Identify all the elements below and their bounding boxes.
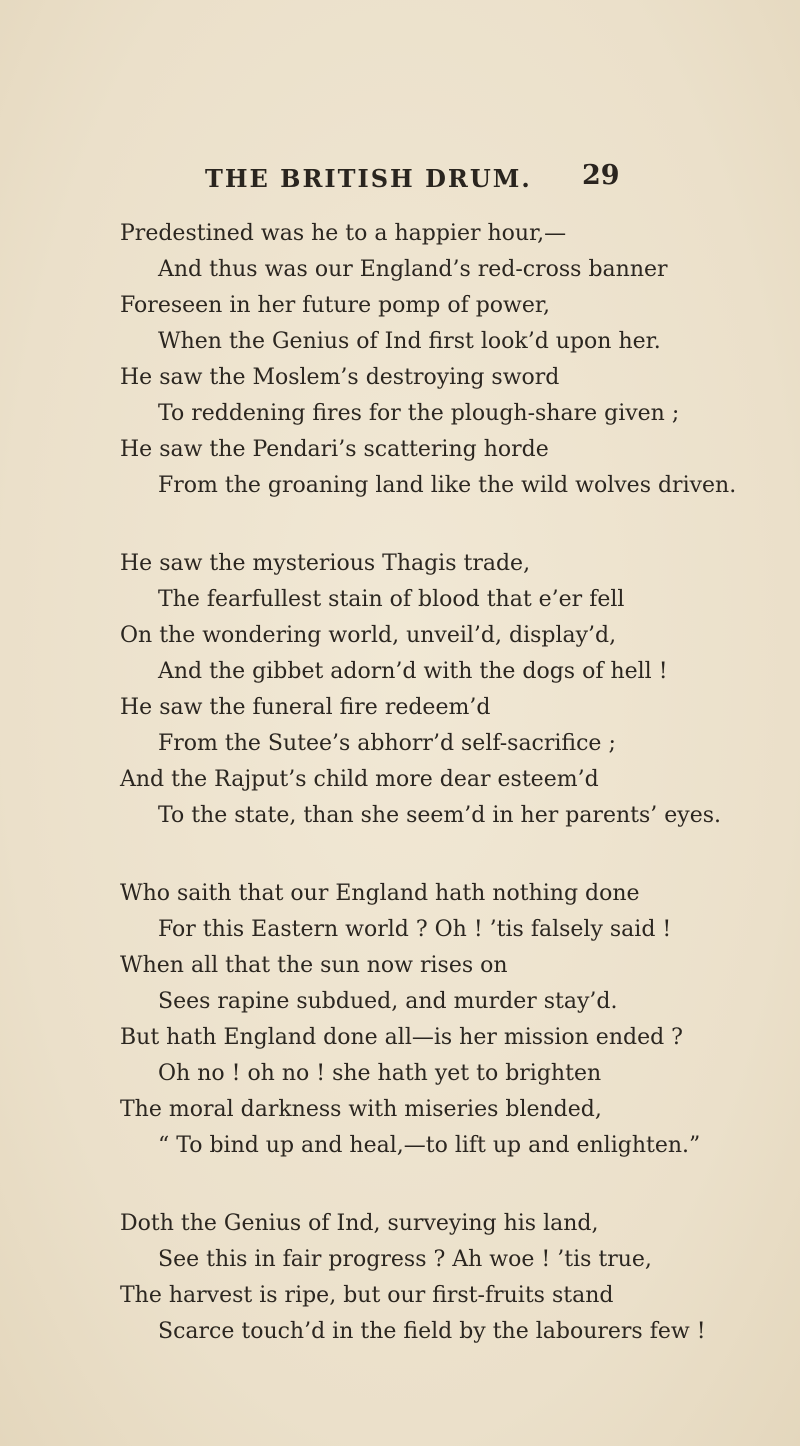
poem-line: “ To bind up and heal,—to lift up and enlighten.” — [158, 1133, 701, 1158]
poem-line: Predestined was he to a happier hour,— — [120, 221, 567, 246]
poem-line: Foreseen in her future pomp of power, — [120, 293, 550, 318]
stanza-2 — [0, 546, 800, 834]
poem-line: And the gibbet adorn’d with the dogs of hell ! — [158, 659, 668, 684]
poem-line: But hath England done all—is her mission ended ? — [120, 1025, 683, 1050]
poem-line: The moral darkness with miseries blended, — [120, 1097, 602, 1122]
poem-line: Oh no ! oh no ! she hath yet to brighten — [158, 1061, 602, 1086]
page-header — [0, 160, 800, 200]
poem-line: The fearfullest stain of blood that e’er fell — [158, 587, 625, 612]
stanza-1 — [0, 216, 800, 504]
poem — [0, 216, 800, 1350]
poem-line: Sees rapine subdued, and murder stay’d. — [158, 989, 618, 1014]
poem-line: To reddening fires for the plough-share given ; — [158, 401, 680, 426]
poem-line: From the groaning land like the wild wolves driven. — [158, 473, 737, 498]
poem-line: He saw the Pendari’s scattering horde — [120, 437, 549, 462]
poem-line: Scarce touch’d in the field by the labourers few ! — [158, 1319, 706, 1344]
poem-line: Doth the Genius of Ind, surveying his land, — [120, 1211, 599, 1236]
page-number: 29 — [582, 160, 620, 191]
poem-line: To the state, than she seem’d in her parents’ eyes. — [158, 803, 722, 828]
poem-line: For this Eastern world ? Oh ! ’tis falsely said ! — [158, 917, 672, 942]
poem-line: See this in fair progress ? Ah woe ! ’tis true, — [158, 1247, 652, 1272]
poem-line: And thus was our England’s red-cross banner — [158, 257, 668, 282]
poem-line: He saw the funeral fire redeem’d — [120, 695, 491, 720]
poem-line: From the Sutee’s abhorr’d self-sacrifice ; — [158, 731, 616, 756]
stanza-3 — [0, 876, 800, 1164]
poem-line: Who saith that our England hath nothing done — [120, 881, 640, 906]
running-title: THE BRITISH DRUM. — [205, 164, 532, 193]
poem-line: And the Rajput’s child more dear esteem’d — [120, 767, 599, 792]
stanza-4 — [0, 1206, 800, 1350]
poem-line: When the Genius of Ind first look’d upon her. — [158, 329, 661, 354]
poem-line: The harvest is ripe, but our first-fruits stand — [120, 1283, 614, 1308]
poem-line: He saw the Moslem’s destroying sword — [120, 365, 560, 390]
poem-line: He saw the mysterious Thagis trade, — [120, 551, 531, 576]
poem-line: When all that the sun now rises on — [120, 953, 508, 978]
poem-line: On the wondering world, unveil’d, display’d, — [120, 623, 617, 648]
